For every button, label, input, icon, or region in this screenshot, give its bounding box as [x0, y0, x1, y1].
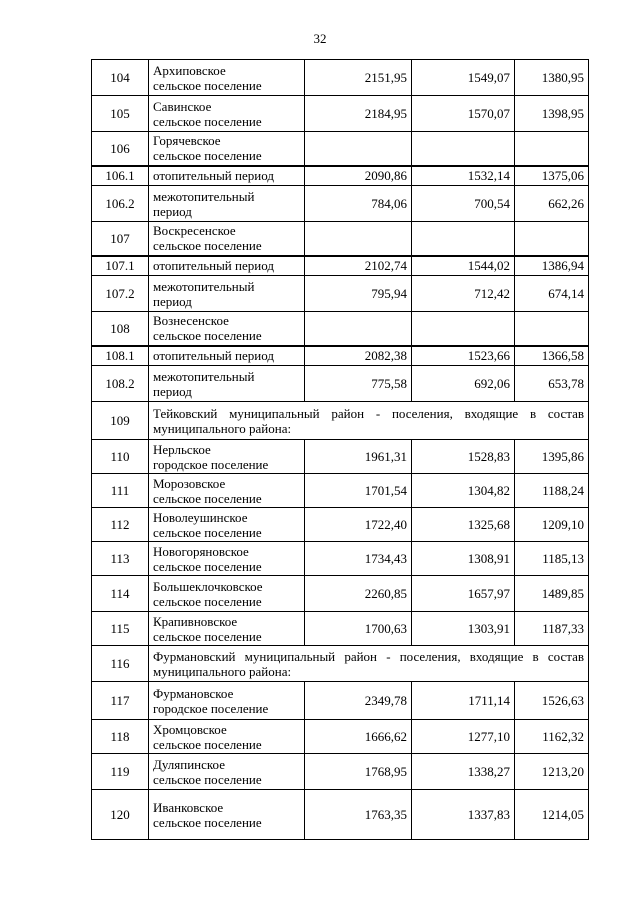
value-col-2: 1711,14: [412, 682, 515, 720]
value-col-2: 1277,10: [412, 720, 515, 754]
table-row: [92, 132, 589, 166]
settlement-name: Новолеушинское сельское поселение: [149, 508, 305, 542]
value-col-1: 2260,85: [305, 576, 412, 612]
value-col-1: 1961,31: [305, 440, 412, 474]
value-col-1: [305, 312, 412, 346]
table-row: [92, 166, 589, 186]
value-col-1: 1700,63: [305, 612, 412, 646]
value-col-1: 784,06: [305, 186, 412, 222]
value-col-1: 1666,62: [305, 720, 412, 754]
value-col-2: 1549,07: [412, 60, 515, 96]
table-row: [92, 346, 589, 366]
value-col-1: [305, 132, 412, 166]
page-number: 32: [313, 31, 327, 46]
row-number: 108.2: [92, 366, 149, 402]
row-number: 111: [92, 474, 149, 508]
value-col-2: [412, 132, 515, 166]
value-col-3: 1188,24: [515, 474, 589, 508]
settlement-name: Новогоряновское сельское поселение: [149, 542, 305, 576]
table-row: [92, 222, 589, 256]
settlement-name: Савинское сельское поселение: [149, 96, 305, 132]
table-row: [92, 542, 589, 576]
table-row: [92, 790, 589, 840]
value-col-3: 1395,86: [515, 440, 589, 474]
row-number: 107.1: [92, 256, 149, 276]
value-col-2: 1570,07: [412, 96, 515, 132]
row-number: 108: [92, 312, 149, 346]
value-col-1: 2090,86: [305, 166, 412, 186]
settlement-name: Воскресенское сельское поселение: [149, 222, 305, 256]
value-col-3: [515, 132, 589, 166]
value-col-2: 1338,27: [412, 754, 515, 790]
settlement-name: Дуляпинское сельское поселение: [149, 754, 305, 790]
row-number: 116: [92, 646, 149, 682]
row-number: 106.1: [92, 166, 149, 186]
value-col-3: 1489,85: [515, 576, 589, 612]
table-row: [92, 402, 589, 440]
row-number: 107: [92, 222, 149, 256]
value-col-1: 1734,43: [305, 542, 412, 576]
value-col-2: 1337,83: [412, 790, 515, 840]
table-row: [92, 682, 589, 720]
table-row: [92, 474, 589, 508]
table-row: [92, 276, 589, 312]
value-col-2: 1657,97: [412, 576, 515, 612]
settlement-name: Хромцовское сельское поселение: [149, 720, 305, 754]
value-col-1: 2102,74: [305, 256, 412, 276]
value-col-2: 692,06: [412, 366, 515, 402]
value-col-3: 674,14: [515, 276, 589, 312]
value-col-2: 712,42: [412, 276, 515, 312]
row-number: 106.2: [92, 186, 149, 222]
value-col-3: 653,78: [515, 366, 589, 402]
value-col-3: 1398,95: [515, 96, 589, 132]
table-row: [92, 612, 589, 646]
value-col-1: 795,94: [305, 276, 412, 312]
period-name: отопительный период: [149, 256, 305, 276]
value-col-3: 662,26: [515, 186, 589, 222]
value-col-2: [412, 222, 515, 256]
table-row: [92, 312, 589, 346]
value-col-2: 1544,02: [412, 256, 515, 276]
value-col-3: 1213,20: [515, 754, 589, 790]
value-col-3: 1187,33: [515, 612, 589, 646]
value-col-3: 1375,06: [515, 166, 589, 186]
value-col-2: 1532,14: [412, 166, 515, 186]
value-col-1: 2151,95: [305, 60, 412, 96]
table-row: [92, 256, 589, 276]
value-col-1: 775,58: [305, 366, 412, 402]
period-name: отопительный период: [149, 346, 305, 366]
value-col-3: [515, 222, 589, 256]
table-row: [92, 366, 589, 402]
district-heading: Тейковский муниципальный район - поселения, входящие в состав муниципального района:: [149, 402, 589, 440]
value-col-2: 1528,83: [412, 440, 515, 474]
value-col-1: 2184,95: [305, 96, 412, 132]
value-col-2: 1303,91: [412, 612, 515, 646]
value-col-2: 700,54: [412, 186, 515, 222]
value-col-1: 2082,38: [305, 346, 412, 366]
settlement-name: Морозовское сельское поселение: [149, 474, 305, 508]
row-number: 114: [92, 576, 149, 612]
table-row: [92, 508, 589, 542]
settlement-name: Горячевское сельское поселение: [149, 132, 305, 166]
value-col-1: [305, 222, 412, 256]
table-row: [92, 720, 589, 754]
period-name: межотопительный период: [149, 186, 305, 222]
row-number: 106: [92, 132, 149, 166]
table-row: [92, 576, 589, 612]
value-col-3: [515, 312, 589, 346]
value-col-1: 2349,78: [305, 682, 412, 720]
tariff-table: [91, 59, 589, 840]
row-number: 105: [92, 96, 149, 132]
table-row: [92, 96, 589, 132]
settlement-name: Архиповское сельское поселение: [149, 60, 305, 96]
table-row: [92, 646, 589, 682]
value-col-1: 1701,54: [305, 474, 412, 508]
value-col-1: 1763,35: [305, 790, 412, 840]
row-number: 117: [92, 682, 149, 720]
row-number: 107.2: [92, 276, 149, 312]
settlement-name: Нерльское городское поселение: [149, 440, 305, 474]
value-col-1: 1722,40: [305, 508, 412, 542]
settlement-name: Фурмановское городское поселение: [149, 682, 305, 720]
value-col-3: 1380,95: [515, 60, 589, 96]
settlement-name: Иванковское сельское поселение: [149, 790, 305, 840]
row-number: 115: [92, 612, 149, 646]
value-col-3: 1386,94: [515, 256, 589, 276]
period-name: отопительный период: [149, 166, 305, 186]
district-heading: Фурмановский муниципальный район - поселения, входящие в состав муниципального района:: [149, 646, 589, 682]
row-number: 110: [92, 440, 149, 474]
value-col-2: 1523,66: [412, 346, 515, 366]
row-number: 109: [92, 402, 149, 440]
value-col-3: 1209,10: [515, 508, 589, 542]
value-col-3: 1214,05: [515, 790, 589, 840]
row-number: 120: [92, 790, 149, 840]
row-number: 118: [92, 720, 149, 754]
value-col-3: 1366,58: [515, 346, 589, 366]
row-number: 113: [92, 542, 149, 576]
settlement-name: Большеклочковское сельское поселение: [149, 576, 305, 612]
row-number: 108.1: [92, 346, 149, 366]
table-row: [92, 754, 589, 790]
value-col-2: 1325,68: [412, 508, 515, 542]
table-row: [92, 440, 589, 474]
value-col-2: [412, 312, 515, 346]
settlement-name: Вознесенское сельское поселение: [149, 312, 305, 346]
table-row: [92, 60, 589, 96]
table-row: [92, 186, 589, 222]
period-name: межотопительный период: [149, 366, 305, 402]
value-col-1: 1768,95: [305, 754, 412, 790]
settlement-name: Крапивновское сельское поселение: [149, 612, 305, 646]
value-col-2: 1304,82: [412, 474, 515, 508]
value-col-3: 1162,32: [515, 720, 589, 754]
row-number: 112: [92, 508, 149, 542]
value-col-3: 1185,13: [515, 542, 589, 576]
row-number: 119: [92, 754, 149, 790]
row-number: 104: [92, 60, 149, 96]
value-col-3: 1526,63: [515, 682, 589, 720]
value-col-2: 1308,91: [412, 542, 515, 576]
period-name: межотопительный период: [149, 276, 305, 312]
